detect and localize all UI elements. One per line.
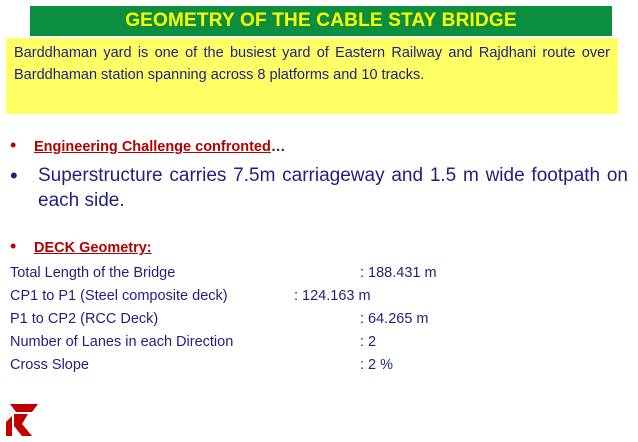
bullet-dot: • — [10, 163, 18, 188]
geometry-row-p1-cp2 — [10, 308, 610, 331]
intro-text: Barddhaman yard is one of the busiest yard of Eastern Railway and Rajdhani route over Barddhaman station spanning across 8 platforms and 10 tracks. — [14, 45, 610, 83]
geometry-value: : 188.431 m — [360, 265, 437, 281]
geometry-value: : 124.163 m — [294, 288, 371, 304]
deck-geometry-list — [10, 262, 610, 377]
bullet-dot: • — [10, 135, 17, 155]
geometry-label: Cross Slope — [10, 357, 89, 373]
geometry-row-cp1-p1 — [10, 285, 610, 308]
geometry-row-total-length — [10, 262, 610, 285]
deck-geometry-heading: DECK Geometry: — [34, 240, 152, 256]
superstructure-bullet — [10, 163, 628, 213]
intro-text-box — [6, 38, 618, 114]
geometry-label: Number of Lanes in each Direction — [10, 334, 234, 350]
geometry-value: : 2 % — [360, 357, 394, 373]
challenge-ellipsis: … — [270, 139, 286, 155]
geometry-label: CP1 to P1 (Steel composite deck) — [10, 288, 228, 304]
geometry-label: P1 to CP2 (RCC Deck) — [10, 311, 159, 327]
challenge-bullet — [10, 135, 285, 156]
geometry-row-lanes — [10, 331, 610, 354]
railway-logo-icon — [2, 400, 42, 440]
geometry-value: : 2 — [360, 334, 377, 350]
geometry-row-cross-slope — [10, 354, 610, 377]
geometry-value: : 64.265 m — [360, 311, 429, 327]
slide-title: GEOMETRY OF THE CABLE STAY BRIDGE — [30, 6, 612, 36]
deck-geometry-bullet — [10, 236, 152, 257]
geometry-label: Total Length of the Bridge — [10, 265, 176, 281]
bullet-dot: • — [10, 236, 17, 256]
challenge-label: Engineering Challenge confronted — [34, 139, 271, 155]
superstructure-text: Superstructure carries 7.5m carriageway and 1.5 m wide footpath on each side. — [38, 165, 628, 211]
